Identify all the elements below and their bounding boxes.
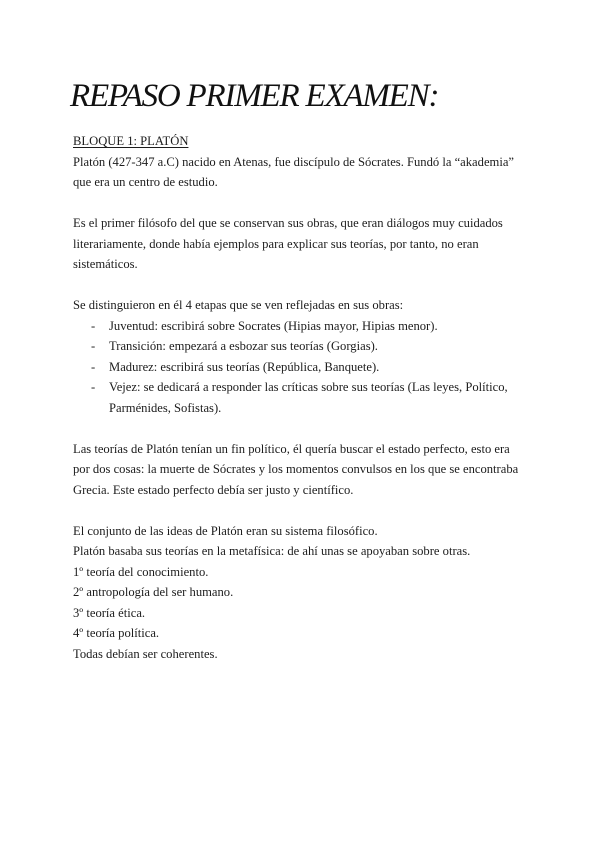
- list-item: [91, 377, 543, 418]
- politics-line: Grecia. Este estado perfecto debía ser justo y científico.: [73, 482, 354, 497]
- system-line: 1º teoría del conocimiento.: [73, 564, 209, 579]
- list-item-text: Madurez: escribirá sus teorías (República, Banquete).: [109, 359, 380, 374]
- list-item: [91, 316, 543, 337]
- system-line: 3º teoría ética.: [73, 605, 146, 620]
- system-line: 4º teoría política.: [73, 626, 160, 640]
- works-paragraph: [73, 213, 543, 275]
- stages-list: [73, 316, 543, 419]
- list-item: [91, 357, 543, 378]
- system-paragraph: [73, 521, 543, 665]
- bullet-dash: -: [91, 380, 96, 394]
- list-item-text: Juventud: escribirá sobre Socrates (Hipias mayor, Hipias menor).: [109, 318, 438, 333]
- stages-intro: Se distinguieron en él 4 etapas que se ven reflejadas en sus obras:: [73, 298, 404, 312]
- system-line: 2º antropología del ser humano.: [73, 585, 234, 599]
- politics-line: por dos cosas: la muerte de Sócrates y los momentos convulsos en los que se encontraba: [73, 462, 519, 476]
- system-line: El conjunto de las ideas de Platón eran su sistema filosófico.: [73, 523, 378, 538]
- page-title: REPASO PRIMER EXAMEN:: [70, 78, 439, 114]
- bullet-dash: -: [91, 359, 96, 374]
- system-line: Todas debían ser coherentes.: [73, 646, 218, 661]
- works-line: sistemáticos.: [73, 257, 138, 271]
- intro-line: Platón (427-347 a.C) nacido en Atenas, fue discípulo de Sócrates. Fundó la “akademia”: [73, 154, 515, 169]
- works-line: literariamente, donde había ejemplos para explicar sus teorías, por tanto, no eran: [73, 236, 479, 251]
- paragraph-gap: [73, 193, 543, 214]
- politics-line: Las teorías de Platón tenían un fin político, él quería buscar el estado perfecto, esto era: [73, 441, 510, 456]
- bullet-dash: -: [91, 318, 96, 333]
- works-line: Es el primer filósofo del que se conservan sus obras, que eran diálogos muy cuidados: [73, 216, 503, 230]
- intro-paragraph: [73, 152, 543, 193]
- document-body: [73, 131, 543, 664]
- paragraph-gap: [73, 418, 543, 439]
- list-item-text: Vejez: se dedicará a responder las críticas sobre sus teorías (Las leyes, Político,: [109, 380, 508, 394]
- politics-paragraph: [73, 439, 543, 501]
- paragraph-gap: [73, 275, 543, 296]
- intro-line: que era un centro de estudio.: [73, 175, 218, 189]
- list-item-text: Transición: empezará a esbozar sus teorías (Gorgias).: [109, 339, 378, 353]
- bullet-dash: -: [91, 339, 96, 353]
- list-item: [91, 336, 543, 357]
- section-heading: BLOQUE 1: PLATÓN: [73, 134, 189, 148]
- system-line: Platón basaba sus teorías en la metafísica: de ahí unas se apoyaban sobre otras.: [73, 544, 471, 558]
- list-item-text: Parménides, Sofistas).: [109, 400, 222, 415]
- paragraph-gap: [73, 500, 543, 521]
